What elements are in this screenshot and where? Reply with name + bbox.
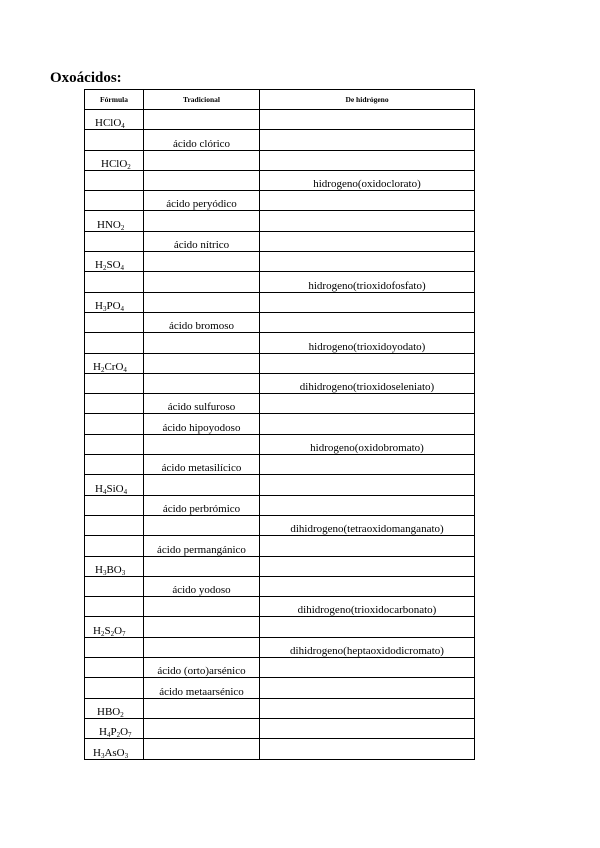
formula-text: P (110, 726, 117, 739)
hidrogeno-cell: hidrogeno(oxidoclorato) (260, 170, 475, 190)
hidrogeno-cell: hidrogeno(trioxidoyodato) (260, 333, 475, 353)
table-row (85, 333, 475, 353)
formula-subscript: 7 (122, 629, 126, 638)
header-formula: Fórmula (85, 90, 144, 110)
formula-subscript: 2 (116, 731, 121, 739)
table-row (85, 373, 475, 393)
formula-text: H (95, 482, 103, 495)
table-row (85, 495, 475, 515)
formula-cell (85, 292, 144, 312)
formula-cell (85, 597, 144, 617)
formula-cell (85, 637, 144, 657)
table-row (85, 576, 475, 596)
table-row (85, 252, 475, 272)
formula-text: HClO (95, 117, 122, 130)
tradicional-cell (144, 170, 260, 190)
formula-text: HNO (97, 218, 121, 231)
table-row (85, 475, 475, 495)
tradicional-cell (144, 110, 260, 130)
formula-subscript: 4 (123, 365, 127, 374)
formula-cell (85, 576, 144, 596)
tradicional-cell: ácido metasilícico (144, 455, 260, 475)
hidrogeno-cell (260, 292, 475, 312)
formula-text: CrO (104, 360, 124, 373)
table-row (85, 536, 475, 556)
formula-cell (85, 150, 144, 170)
formula-cell (85, 373, 144, 393)
tradicional-cell (144, 617, 260, 637)
hidrogeno-cell (260, 191, 475, 211)
table-row (85, 170, 475, 190)
formula-text: HBO (97, 705, 121, 718)
tradicional-cell: ácido permangánico (144, 536, 260, 556)
formula-subscript: 2 (120, 223, 125, 232)
hidrogeno-cell (260, 678, 475, 698)
formula-text: HClO (101, 157, 128, 170)
header-tradicional: Tradicional (144, 90, 260, 110)
formula-subscript: 2 (102, 264, 107, 272)
tradicional-cell (144, 272, 260, 292)
hidrogeno-cell: dihidrogeno(tetraoxidomanganato) (260, 515, 475, 535)
table-row (85, 231, 475, 251)
formula-cell (85, 739, 144, 759)
formula-subscript: 4 (120, 264, 125, 272)
tradicional-cell (144, 252, 260, 272)
formula-cell (85, 252, 144, 272)
formula-subscript: 2 (100, 629, 105, 638)
formula-text: H (95, 299, 103, 312)
tradicional-cell (144, 637, 260, 657)
tradicional-cell: ácido nítrico (144, 231, 260, 251)
tradicional-cell: ácido perbrómico (144, 495, 260, 515)
table-header-row (85, 90, 475, 110)
formula-cell (85, 617, 144, 637)
formula-text: H (99, 726, 107, 739)
formula-subscript: 3 (100, 751, 105, 759)
formula-subscript: 3 (124, 751, 129, 759)
table-row (85, 272, 475, 292)
formula-cell (85, 536, 144, 556)
hidrogeno-cell (260, 211, 475, 231)
formula-subscript: 4 (106, 731, 111, 739)
table-row (85, 434, 475, 454)
formula-subscript: 4 (102, 487, 107, 496)
formula-cell (85, 272, 144, 292)
tradicional-cell: ácido peryódico (144, 191, 260, 211)
table-row (85, 211, 475, 231)
table-row (85, 130, 475, 150)
table-row (85, 617, 475, 637)
formula-cell (85, 333, 144, 353)
formula-cell (85, 658, 144, 678)
formula-text: H (95, 259, 103, 272)
header-hidrogeno: De hidrógeno (260, 90, 475, 110)
formula-subscript: 2 (127, 162, 131, 171)
hidrogeno-cell (260, 556, 475, 576)
table-row (85, 658, 475, 678)
formula-text: H (95, 563, 103, 576)
hidrogeno-cell (260, 698, 475, 718)
tradicional-cell (144, 739, 260, 759)
hidrogeno-cell: dihidrogeno(trioxidoseleniato) (260, 373, 475, 393)
table-row (85, 191, 475, 211)
tradicional-cell (144, 597, 260, 617)
hidrogeno-cell (260, 231, 475, 251)
hidrogeno-cell: dihidrogeno(heptaoxidodicromato) (260, 637, 475, 657)
table-row (85, 110, 475, 130)
formula-cell (85, 353, 144, 373)
hidrogeno-cell (260, 312, 475, 332)
tradicional-cell (144, 333, 260, 353)
formula-text: SiO (106, 482, 124, 495)
formula-subscript: 4 (120, 304, 125, 313)
formula-cell (85, 414, 144, 434)
hidrogeno-cell (260, 394, 475, 414)
table-row (85, 353, 475, 373)
formula-text: S (104, 624, 111, 637)
hidrogeno-cell: hidrogeno(oxidobromato) (260, 434, 475, 454)
formula-cell (85, 110, 144, 130)
formula-cell (85, 718, 144, 738)
formula-cell (85, 211, 144, 231)
tradicional-cell (144, 434, 260, 454)
hidrogeno-cell (260, 353, 475, 373)
formula-subscript: 7 (128, 731, 132, 739)
formula-text: AsO (104, 746, 125, 759)
formula-subscript: 4 (121, 122, 125, 130)
table-row (85, 698, 475, 718)
table-row (85, 150, 475, 170)
hidrogeno-cell (260, 110, 475, 130)
tradicional-cell (144, 718, 260, 738)
table-row (85, 414, 475, 434)
formula-text: BO (106, 563, 122, 576)
formula-cell (85, 394, 144, 414)
formula-subscript: 2 (110, 629, 115, 638)
formula-cell (85, 434, 144, 454)
tradicional-cell (144, 698, 260, 718)
hidrogeno-cell (260, 718, 475, 738)
hidrogeno-cell (260, 130, 475, 150)
table-row (85, 455, 475, 475)
table-row (85, 637, 475, 657)
tradicional-cell: ácido (orto)arsénico (144, 658, 260, 678)
page-title: Oxoácidos: (50, 70, 122, 86)
tradicional-cell (144, 150, 260, 170)
hidrogeno-cell (260, 252, 475, 272)
formula-cell (85, 231, 144, 251)
oxoacids-table (84, 89, 475, 760)
tradicional-cell: ácido metaarsénico (144, 678, 260, 698)
formula-text: H (93, 746, 101, 759)
formula-text: H (93, 624, 101, 637)
table-row (85, 718, 475, 738)
formula-subscript: 3 (102, 304, 107, 313)
tradicional-cell (144, 211, 260, 231)
formula-subscript: 3 (121, 568, 126, 577)
hidrogeno-cell (260, 536, 475, 556)
formula-cell (85, 678, 144, 698)
hidrogeno-cell: dihidrogeno(trioxidocarbonato) (260, 597, 475, 617)
formula-subscript: 3 (102, 568, 107, 577)
table-body (85, 110, 475, 760)
table-row (85, 394, 475, 414)
formula-cell (85, 475, 144, 495)
formula-cell (85, 556, 144, 576)
tradicional-cell (144, 373, 260, 393)
formula-text: O (114, 624, 123, 637)
hidrogeno-cell (260, 576, 475, 596)
hidrogeno-cell (260, 495, 475, 515)
hidrogeno-cell (260, 414, 475, 434)
formula-cell (85, 455, 144, 475)
hidrogeno-cell (260, 617, 475, 637)
formula-text: SO (106, 259, 121, 272)
hidrogeno-cell (260, 455, 475, 475)
table-row (85, 556, 475, 576)
tradicional-cell (144, 292, 260, 312)
hidrogeno-cell (260, 475, 475, 495)
hidrogeno-cell: hidrogeno(trioxidofosfato) (260, 272, 475, 292)
table-row (85, 597, 475, 617)
formula-subscript: 2 (100, 365, 105, 374)
tradicional-cell (144, 556, 260, 576)
formula-cell (85, 495, 144, 515)
tradicional-cell: ácido bromoso (144, 312, 260, 332)
formula-cell (85, 698, 144, 718)
formula-text: O (120, 726, 129, 739)
formula-text: H (93, 360, 101, 373)
table-row (85, 678, 475, 698)
formula-cell (85, 191, 144, 211)
table-row (85, 739, 475, 759)
tradicional-cell: ácido clórico (144, 130, 260, 150)
hidrogeno-cell (260, 150, 475, 170)
formula-subscript: 4 (123, 487, 128, 496)
formula-cell (85, 312, 144, 332)
table-row (85, 292, 475, 312)
tradicional-cell (144, 515, 260, 535)
hidrogeno-cell (260, 739, 475, 759)
tradicional-cell: ácido sulfuroso (144, 394, 260, 414)
tradicional-cell (144, 475, 260, 495)
formula-text: PO (106, 299, 121, 312)
formula-cell (85, 170, 144, 190)
hidrogeno-cell (260, 658, 475, 678)
tradicional-cell (144, 353, 260, 373)
formula-cell (85, 130, 144, 150)
tradicional-cell: ácido yodoso (144, 576, 260, 596)
formula-subscript: 2 (120, 710, 124, 719)
table-row (85, 515, 475, 535)
formula-cell (85, 515, 144, 535)
tradicional-cell: ácido hipoyodoso (144, 414, 260, 434)
table-row (85, 312, 475, 332)
